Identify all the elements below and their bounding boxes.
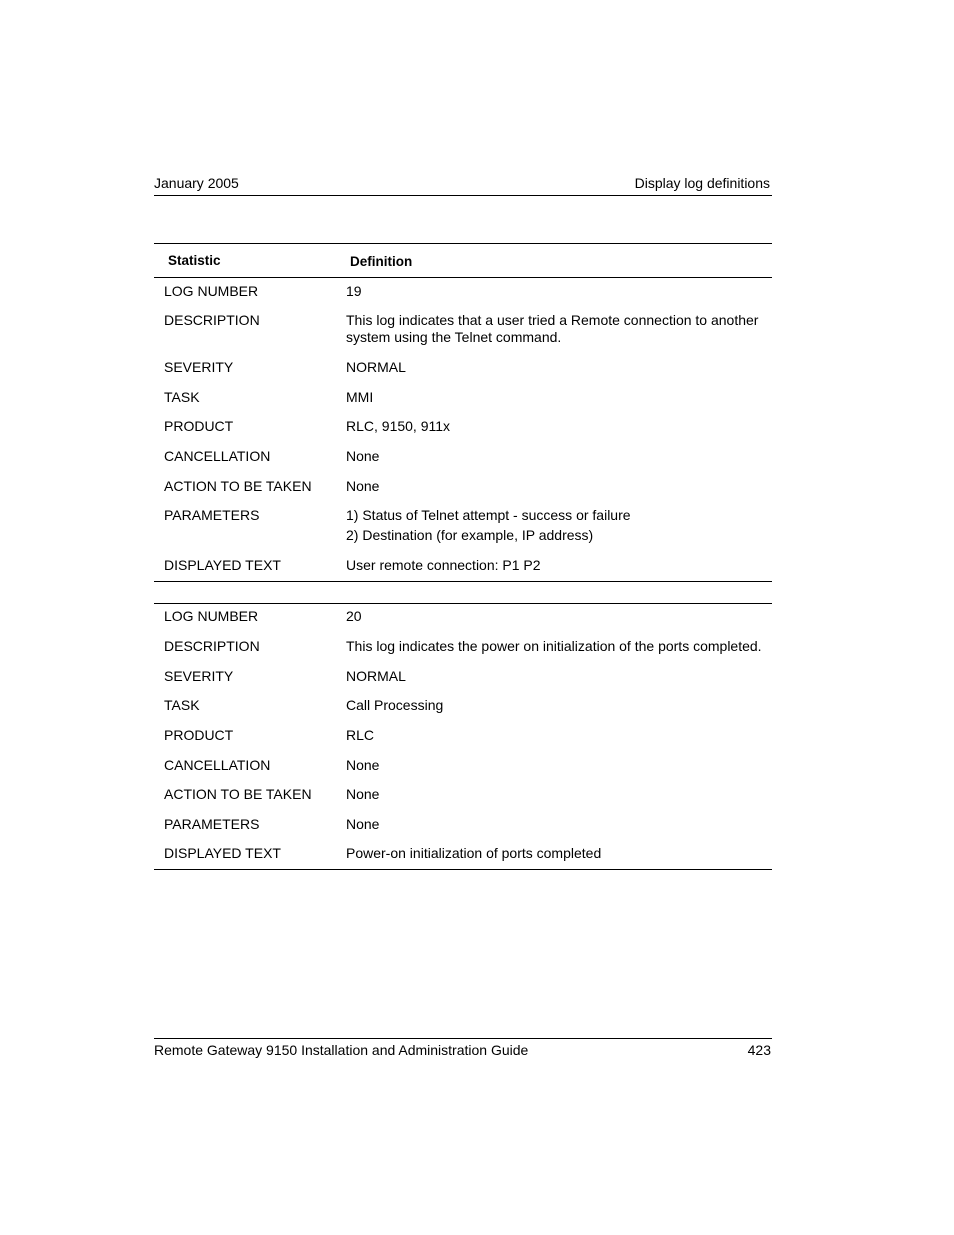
definition-cell: Power-on initialization of ports completed xyxy=(346,845,602,861)
statistic-cell: TASK xyxy=(164,389,200,405)
definition-cell: None xyxy=(346,816,380,832)
section-start-rule xyxy=(154,603,772,604)
parameter-line: 1) Status of Telnet attempt - success or failure xyxy=(346,507,631,523)
definition-cell: 19 xyxy=(346,283,362,299)
statistic-cell: PARAMETERS xyxy=(164,507,260,523)
column-header-definition: Definition xyxy=(350,254,413,269)
definition-cell: NORMAL xyxy=(346,359,406,375)
statistic-cell: PRODUCT xyxy=(164,727,234,743)
definition-cell: RLC xyxy=(346,727,375,743)
header-date: January 2005 xyxy=(154,175,239,191)
definition-cell: NORMAL xyxy=(346,668,406,684)
statistic-cell: ACTION TO BE TAKEN xyxy=(164,786,312,802)
footer-document-title: Remote Gateway 9150 Installation and Administration Guide xyxy=(154,1042,529,1058)
table-top-rule xyxy=(154,243,772,244)
definition-cell: User remote connection: P1 P2 xyxy=(346,557,541,573)
statistic-cell: DESCRIPTION xyxy=(164,638,260,654)
table-bottom-rule xyxy=(154,869,772,870)
statistic-cell: TASK xyxy=(164,697,200,713)
footer-rule xyxy=(154,1038,772,1039)
definition-cell xyxy=(346,507,770,544)
statistic-cell: DISPLAYED TEXT xyxy=(164,845,281,861)
definition-cell: RLC, 9150, 911x xyxy=(346,418,451,434)
statistic-cell: DISPLAYED TEXT xyxy=(164,557,281,573)
statistic-cell: LOG NUMBER xyxy=(164,608,259,624)
section-end-rule xyxy=(154,581,772,582)
parameter-line: 2) Destination (for example, IP address) xyxy=(346,527,594,543)
definition-cell: 20 xyxy=(346,608,362,624)
definition-cell: This log indicates that a user tried a Remote connection to another system using the Telnet command. xyxy=(346,312,759,345)
statistic-cell: LOG NUMBER xyxy=(164,283,259,299)
statistic-cell: PRODUCT xyxy=(164,418,234,434)
definition-cell: None xyxy=(346,478,380,494)
header-rule xyxy=(154,195,772,196)
definition-cell: MMI xyxy=(346,389,374,405)
definition-cell: None xyxy=(346,448,380,464)
definition-cell: None xyxy=(346,786,380,802)
statistic-cell: CANCELLATION xyxy=(164,757,271,773)
statistic-cell: DESCRIPTION xyxy=(164,312,260,328)
statistic-cell: CANCELLATION xyxy=(164,448,271,464)
header-section-title: Display log definitions xyxy=(634,175,770,191)
statistic-cell: ACTION TO BE TAKEN xyxy=(164,478,312,494)
statistic-cell: SEVERITY xyxy=(164,359,234,375)
column-header-statistic: Statistic xyxy=(168,253,221,268)
statistic-cell: PARAMETERS xyxy=(164,816,260,832)
definition-cell: This log indicates the power on initialization of the ports completed. xyxy=(346,638,762,654)
statistic-cell: SEVERITY xyxy=(164,668,234,684)
table-header-rule xyxy=(154,277,772,278)
page-number: 423 xyxy=(747,1042,771,1058)
definition-cell: None xyxy=(346,757,380,773)
definition-cell: Call Processing xyxy=(346,697,444,713)
